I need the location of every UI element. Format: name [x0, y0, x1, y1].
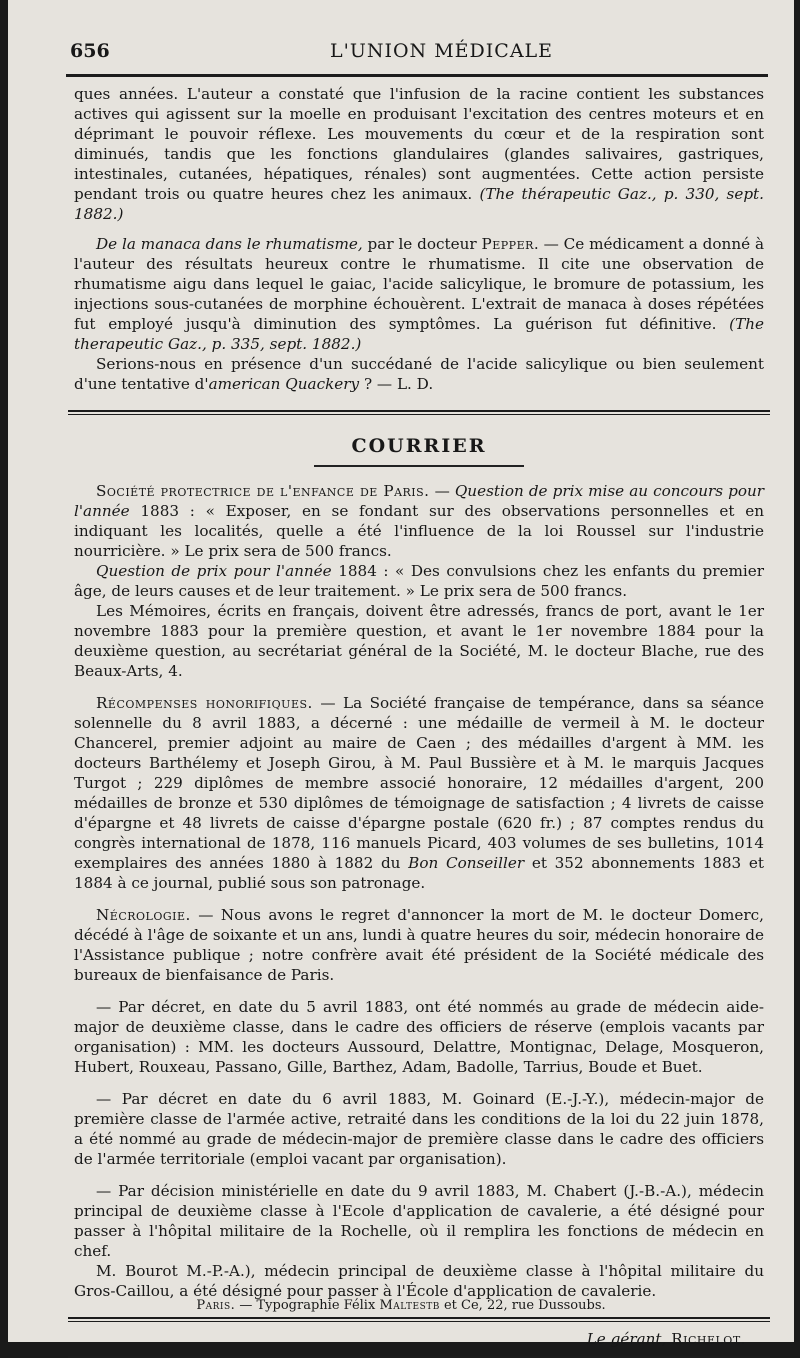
section-divider: [68, 410, 770, 415]
courrier-necrologie: Nécrologie. — Nous avons le regret d'annoncer la mort de M. le docteur Domerc, décédé à l'âge de soixante et un ans, lundi à quatre heures du soir, médecin honoraire de l'Assistance publique ; notre confrère avait été président de la Société médicale des bureaux de bienfaisance de Paris.: [74, 906, 764, 984]
courrier-decision: — Par décision ministérielle en date du 9 avril 1883, M. Chabert (J.-B.-A.), médecin principal de deuxième classe à l'Ecole d'application de cavalerie, a été désigné pour passer à l'hôpital militaire de la Rochelle, où il remplira les fonctions de médecin en chef.: [74, 1182, 764, 1260]
header-rule: [66, 74, 768, 77]
signature: Le gérant, Richelot.: [586, 1330, 746, 1348]
journal-title: L'UNION MÉDICALE: [330, 40, 554, 62]
courrier-question-2: Question de prix pour l'année 1884 : « Des convulsions chez les enfants du premier âge, de leurs causes et de leur traitement. » Le prix sera de 500 francs.: [74, 562, 765, 600]
section-title-rule: [314, 465, 524, 467]
printer-footer: Paris. — Typographie Félix Maltestb et Ce, 22, rue Dussoubs.: [196, 1298, 606, 1313]
courrier-memoires: Les Mémoires, écrits en français, doivent être adressés, francs de port, avant le 1er novembre 1883 pour la première question, et avant le 1er novembre 1884 pour la deuxième question, au secrétariat général de la Société, M. le docteur Blache, rue des Beaux-Arts, 4.: [74, 602, 764, 680]
page-body: [74, 84, 764, 1358]
societe-heading: Société protectrice de l'enfance de Paris.: [96, 482, 430, 500]
courrier-decret-2: — Par décret en date du 6 avril 1883, M. Goinard (E.-J.-Y.), médecin-major de première classe de l'armée active, retraité dans les conditions de la loi du 22 juin 1878, a été nommé au grade de médecin-major de première classe dans le cadre des officiers de l'armée territoriale (emploi vacant par organisation).: [74, 1090, 764, 1168]
courrier-societe: Société protectrice de l'enfance de Paris. — Question de prix mise au concours pour l'année 1883 : « Exposer, en se fondant sur des observations personnelles et en indiquant les localités, quelle a été l'influence de la loi Roussel sur l'industrie nourricière. » Le prix sera de 500 francs.: [74, 482, 765, 560]
citation-1: (The thérapeutic Gaz., p. 330, sept. 1882.): [74, 185, 764, 223]
page-header: [70, 38, 772, 68]
recompenses-heading: Récompenses honorifiques.: [96, 694, 313, 712]
necrologie-heading: Nécrologie.: [96, 906, 191, 924]
article-paragraph-3: Serions-nous en présence d'un succédané de l'acide salicylique ou bien seulement d'une tentative d'american Quackery ? — L. D.: [74, 355, 764, 393]
section-title: COURRIER: [351, 435, 487, 457]
page-number: 656: [70, 40, 110, 62]
courrier-decret-1: — Par décret, en date du 5 avril 1883, ont été nommés au grade de médecin aide-major de deuxième classe, dans le cadre des officiers de réserve (emplois vacants par organisation) : MM. les docteurs Aussourd, Delattre, Montignac, Delage, Mosqueron, Hubert, Rouxeau, Passano, Gille, Barthez, Adam, Badolle, Tarrius, Boude et Buet.: [74, 998, 764, 1076]
courrier-recompenses: Récompenses honorifiques. — La Société française de tempérance, dans sa séance solennelle du 8 avril 1883, a décerné : une médaille de vermeil à M. le docteur Chancerel, premier adjoint au maire de Caen ; des médailles d'argent à MM. les docteurs Barthélemy et Joseph Girou, à M. Paul Bussière et à M. le marquis Jacques Turgot ; 229 diplômes de membre associé honoraire, 12 médailles d'argent, 200 médailles de bronze et 530 diplômes de témoignage de satisfaction ; 4 livrets de caisse d'épargne et 48 livrets de caisse d'épargne postale (620 fr.) ; 87 comptes rendus du congrès international de 1878, 116 manuels Picard, 403 volumes de ses bulletins, 1014 exemplaires des années 1880 à 1882 du Bon Conseiller et 352 abonnements 1883 et 1884 à ce journal, publié sous son patronage.: [74, 694, 765, 892]
article-paragraph-2: De la manaca dans le rhumatisme, par le docteur Pepper. — Ce médicament a donné à l'auteur des résultats heureux contre le rhumatisme. Il cite une observation de rhumatisme aigu dans lequel le gaiac, l'acide salicylique, le bromure de potassium, les injections sous-cutanées de morphine échouèrent. L'extrait de manaca à doses répétées fut employé jusqu'à diminution des symptômes. La guérison fut définitive. (The therapeutic Gaz., p. 335, sept. 1882.): [74, 235, 765, 353]
article-subtitle: De la manaca dans le rhumatisme,: [96, 235, 363, 253]
citation-2: (The therapeutic Gaz., p. 335, sept. 1882.): [74, 315, 764, 353]
end-divider: [68, 1317, 770, 1322]
signature-name: Richelot.: [671, 1330, 746, 1348]
courrier-bourot: M. Bourot M.-P.-A.), médecin principal de deuxième classe à l'hôpital militaire du Gros-Caillou, a été désigné pour passer à l'École d'application de cavalerie.: [74, 1262, 764, 1300]
author-name: Pepper: [481, 235, 534, 253]
journal-page: [8, 0, 794, 1348]
article-paragraph-1: ques années. L'auteur a constaté que l'infusion de la racine contient les substances actives qui agissent sur la moelle en produisant l'excitation des centres moteurs et en déprimant le pouvoir réflexe. Les mouvements du cœur et de la respiration sont diminués, tandis que les fonctions glandulaires (glandes salivaires, gastriques, intestinales, cutanées, hépatiques, rénales) sont augmentées. Cette action persiste pendant trois ou quatre heures chez les animaux. (The thérapeutic Gaz., p. 330, sept. 1882.): [74, 85, 764, 223]
